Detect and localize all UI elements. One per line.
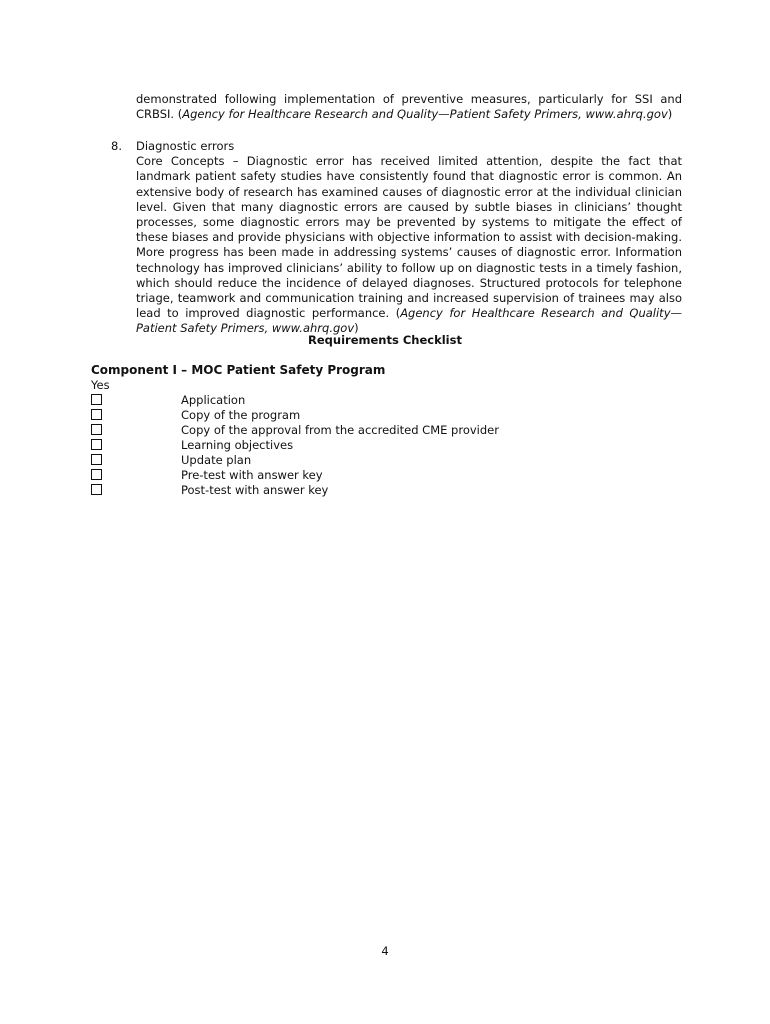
continuation-paragraph [136,92,682,122]
continuation-text: demonstrated following implementation of preventive measures, particularly for SSI and CRBSI. ( [136,92,682,122]
item-body: Core Concepts – Diagnostic error has received limited attention, despite the fact that landmark patient safety studies have consistently found that diagnostic error is common. An extensive body of research has examined causes of diagnostic error at the individual clinician level. Given that many diagnostic errors are caused by subtle biases in clinicians’ thought processes, some diagnostic errors may be prevented by systems to mitigate the effect of these biases and provide physicians with objective information to assist with decision-making. More progress has been made in addressing systems’ causes of diagnostic error. Information technology has improved clinicians’ ability to follow up on diagnostic tests in a timely fashion, which should reduce the incidence of delayed diagnoses. Structured protocols for telephone triage, teamwork and communication training and increased supervision of trainees may also lead to improved diagnostic performance. ( [136,154,682,321]
item-diagnostic-errors [136,139,682,337]
yes-column-label: Yes [91,378,110,392]
item-number: 8. [111,139,122,153]
checkbox[interactable] [91,409,102,420]
page-number: 4 [381,944,389,958]
component-title: Component I – MOC Patient Safety Program [91,363,386,377]
checklist-item-label: Copy of the approval from the accredited CME provider [181,423,499,437]
checklist-item-label: Post-test with answer key [181,483,329,497]
checklist-item-label: Application [181,393,246,407]
checklist-item-label: Pre-test with answer key [181,468,323,482]
checkbox[interactable] [91,484,102,495]
checkbox[interactable] [91,394,102,405]
continuation-citation: Agency for Healthcare Research and Quality—Patient Safety Primers, www.ahrq.gov [182,107,668,122]
item-title: Diagnostic errors [136,139,235,153]
checklist-item-label: Update plan [181,453,252,467]
item-close: ) [354,321,359,336]
continuation-close: ) [667,107,673,122]
checkbox[interactable] [91,439,102,450]
checkbox[interactable] [91,454,102,465]
checkbox[interactable] [91,469,102,480]
checkbox[interactable] [91,424,102,435]
checklist-heading: Requirements Checklist [308,333,462,347]
checklist-item-label: Copy of the program [181,408,301,422]
item-citation: Agency for Healthcare Research and Quality—Patient Safety Primers, www.ahrq.gov [136,306,682,336]
checklist-item-label: Learning objectives [181,438,294,452]
